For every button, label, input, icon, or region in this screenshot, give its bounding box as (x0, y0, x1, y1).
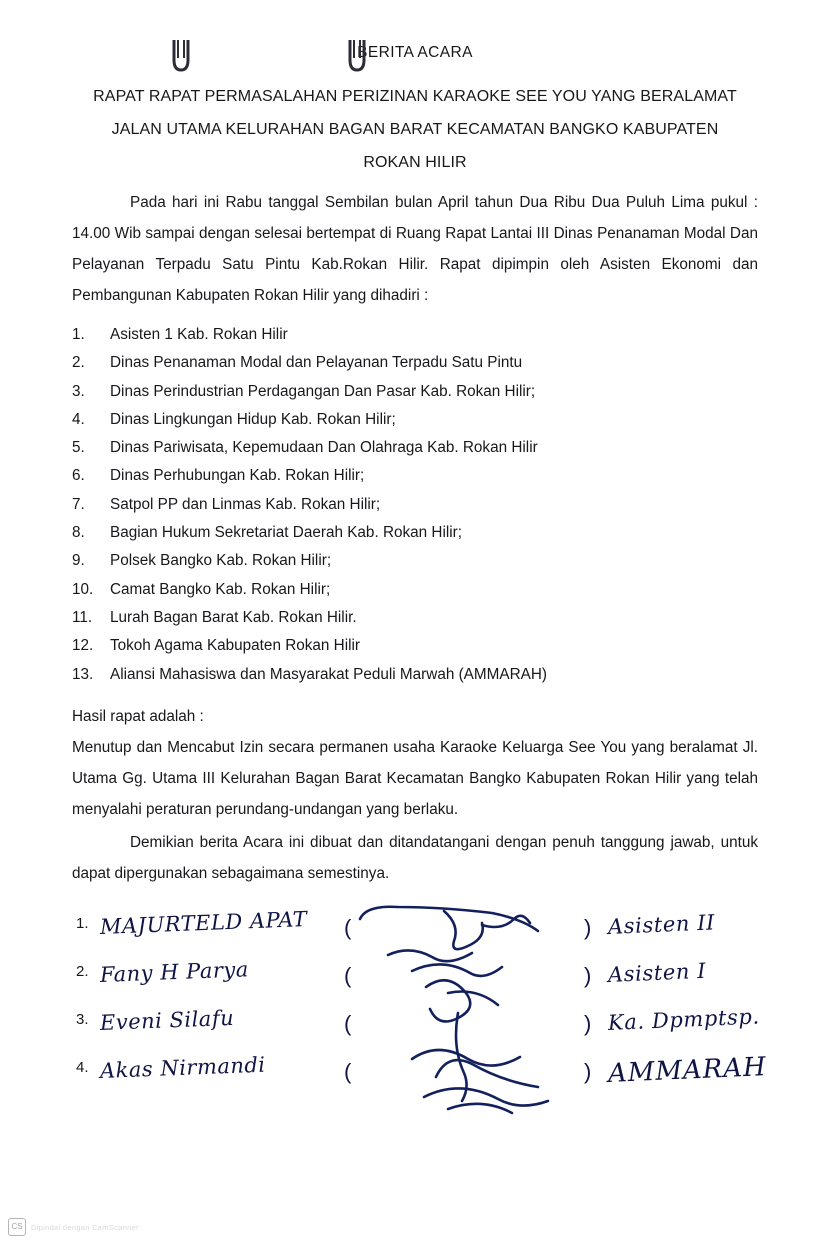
signature-row (72, 1004, 761, 1059)
camscanner-watermark (8, 1218, 139, 1236)
list-item (72, 604, 758, 632)
paperclip-icon-secondary (344, 40, 370, 76)
list-item (72, 321, 758, 349)
list-item (72, 406, 758, 434)
list-item-label: Dinas Lingkungan Hidup Kab. Rokan Hilir; (110, 410, 396, 428)
document-subtitle (66, 80, 764, 179)
list-item-number: 12. (72, 637, 94, 655)
signature-role: Ka. Dpmptsp. (607, 1004, 761, 1035)
signature-role: Asisten II (607, 910, 716, 939)
signature-paren-open: ( (344, 962, 352, 988)
camscanner-badge: CS (8, 1218, 26, 1236)
list-item (72, 434, 758, 462)
signature-paren-close: ) (584, 962, 592, 988)
list-item-number: 2. (72, 354, 85, 372)
document-subtitle-line-2: JALAN UTAMA KELURAHAN BAGAN BARAT KECAMATAN BANGKO KABUPATEN (111, 121, 719, 138)
list-item (72, 491, 758, 519)
list-item-label: Dinas Perhubungan Kab. Rokan Hilir; (110, 467, 365, 485)
signature-paren-open: ( (344, 1058, 352, 1084)
list-item-number: 5. (72, 439, 85, 457)
signature-row (72, 957, 758, 1011)
list-item-number: 8. (72, 524, 85, 542)
list-item (72, 519, 758, 547)
document-subtitle-line-1: RAPAT RAPAT PERMASALAHAN PERIZINAN KARAOKE SEE YOU YANG BERALAMAT (93, 88, 737, 105)
signature-name: MAJURTELD APAT (99, 906, 308, 939)
list-item-label: Camat Bangko Kab. Rokan Hilir; (110, 580, 331, 598)
document-title: BERITA ACARA (357, 44, 473, 61)
opening-paragraph: Pada hari ini Rabu tanggal Sembilan bulan April tahun Dua Ribu Dua Puluh Lima pukul : 14.00 Wib sampai dengan selesai bertempat di Ruang Rapat Lantai III Dinas Penanaman Modal Dan Pelayanan Terpadu Satu Pintu Kab.Rokan Hilir. Rapat dipimpin oleh Asisten Ekonomi dan Pembangunan Kabupaten Rokan Hilir yang dihadiri : (72, 194, 758, 304)
signature-number: 3. (76, 1010, 89, 1028)
list-item-label: Polsek Bangko Kab. Rokan Hilir; (110, 552, 332, 570)
camscanner-text: Dipindai dengan CamScanner (31, 1222, 139, 1232)
list-item-number: 7. (72, 495, 85, 513)
signature-name: Eveni Silafu (99, 1005, 235, 1035)
result-paragraph: Menutup dan Mencabut Izin secara permanen usaha Karaoke Keluarga See You yang beralamat Jl. Utama Gg. Utama III Kelurahan Bagan Barat Kecamatan Bangko Kabupaten Rokan Hilir yang telah menyalahi peraturan perundang-undangan yang berlaku. (72, 738, 758, 818)
signature-row (72, 906, 758, 963)
list-item (72, 661, 758, 689)
signature-paren-close: ) (584, 1010, 592, 1036)
list-item-label: Dinas Pariwisata, Kepemudaan Dan Olahraga Kab. Rokan Hilir (110, 439, 538, 457)
list-item-label: Dinas Penanaman Modal dan Pelayanan Terpadu Satu Pintu (110, 354, 523, 372)
list-item-label: Satpol PP dan Linmas Kab. Rokan Hilir; (110, 495, 381, 513)
signature-name: Fany H Parya (99, 957, 250, 987)
signature-number: 1. (76, 914, 89, 932)
list-item (72, 378, 758, 406)
document-subtitle-line-3: ROKAN HILIR (363, 154, 467, 171)
list-item-number: 11. (72, 608, 93, 626)
list-item-number: 10. (72, 580, 94, 598)
list-item (72, 576, 758, 604)
paperclip-icon (168, 40, 194, 76)
attendee-list (72, 321, 758, 689)
list-item (72, 632, 758, 660)
signature-paren-open: ( (344, 914, 352, 940)
list-item (72, 547, 758, 575)
list-item-label: Bagian Hukum Sekretariat Daerah Kab. Rokan Hilir; (110, 524, 462, 542)
result-label: Hasil rapat adalah : (72, 707, 204, 725)
signature-paren-close: ) (584, 914, 592, 940)
list-item-number: 3. (72, 382, 85, 400)
list-item-number: 9. (72, 552, 85, 570)
list-item-label: Aliansi Mahasiswa dan Masyarakat Peduli Marwah (AMMARAH) (110, 665, 547, 683)
closing-paragraph: Demikian berita Acara ini dibuat dan ditandatangani dengan penuh tanggung jawab, untuk dapat dipergunakan sebagaimana semestinya. (72, 833, 758, 882)
signature-paren-open: ( (344, 1010, 352, 1036)
list-item-label: Tokoh Agama Kabupaten Rokan Hilir (110, 637, 361, 655)
document-page (0, 44, 830, 1244)
list-item-label: Lurah Bagan Barat Kab. Rokan Hilir. (110, 608, 357, 626)
list-item-number: 1. (72, 326, 85, 343)
signature-area (72, 906, 768, 1165)
list-item (72, 462, 758, 490)
signature-name: Akas Nirmandi (99, 1052, 266, 1083)
list-item-number: 6. (72, 467, 85, 485)
signature-number: 4. (76, 1058, 89, 1076)
list-item (72, 349, 758, 377)
signature-role: Asisten I (607, 958, 707, 987)
list-item-label: Asisten 1 Kab. Rokan Hilir (110, 326, 288, 343)
list-item-number: 4. (72, 410, 85, 428)
list-item-number: 13. (72, 665, 94, 683)
signature-paren-close: ) (584, 1058, 592, 1084)
signature-row (72, 1051, 768, 1107)
list-item-label: Dinas Perindustrian Perdagangan Dan Pasar Kab. Rokan Hilir; (110, 382, 536, 400)
signature-role: AMMARAH (607, 1051, 768, 1089)
signature-number: 2. (76, 962, 89, 980)
